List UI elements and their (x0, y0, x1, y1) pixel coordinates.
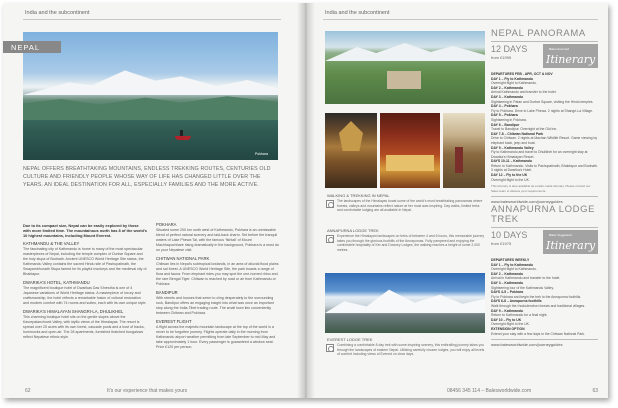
itinerary-day: DAYS 4-5 – Pokhara (491, 290, 524, 295)
hero-photo-pokhara (23, 32, 278, 160)
body-pokhara: Situated some 200 km north west of Kathmandu, Pokhara is an unmissable blend of perfect natural scenery and laid-back charm. Set before the tranquil waters of Lake Phewa Tal, with the famous 'fishtail' of Mount Machhapuchhare rising dramatically in the background, Pokhara is a must do on your Nepalese visit. (156, 228, 279, 252)
dining-table (386, 155, 434, 171)
badge-title: Itinerary (546, 53, 596, 66)
itinerary-day: DAY 9 – Kathmandu (491, 308, 524, 313)
badge-subtitle: Bales Escorted (549, 47, 570, 51)
itinerary-day: DAY 10 – Fly to UK (491, 317, 522, 322)
itinerary-day: DAY 12 – Fly to the UK (491, 173, 528, 178)
itinerary-day: DAY 3 – Kathmandu (491, 280, 524, 285)
package-itinerary (491, 258, 598, 336)
body-chitwan: Chitwan lies in Nepal's subtropical lowlands, in an area of alluvial flood plains and sal forest. A UNESCO World Heritage Site, the park boasts a range of flora and fauna. From elephant rides you may spot the one-horned rhino and the rare Bengal Tiger. Chitwan is reached by road or air from Kathmandu or Pokhara. (156, 262, 279, 286)
temple-roof (339, 121, 363, 151)
itinerary-day: DAY 1 – Fly to Kathmandu (491, 76, 534, 81)
body-bandipur: With streets and houses that seem to cling desperately to the surrounding rock, Bandipur offers an engaging insight into what was once an important stop along the India-Tibet trading route. The small town lies conveniently between Chitwan and Pokhara. (156, 296, 274, 315)
itinerary-text: Sightseeing tour of the Kathmandu Valley. (491, 285, 554, 290)
itinerary-badge (543, 44, 598, 68)
himalaya-mountains (23, 65, 278, 95)
caption-body-everest: Combining a comfortable 8 day trek with some inspiring scenery, this enthralling journey takes you through the landscapes of eastern Nepal. Utilising carefully chosen lodges, you will enjoy all levels of comfort including views of Everest on clear days. (337, 343, 485, 357)
itinerary-day: DAY 9 – Kathmandu Valley (491, 145, 534, 150)
photo-trekking-valley (325, 31, 485, 104)
itinerary-text: Overnight flight to the UK. (491, 177, 530, 182)
itinerary-text: Overnight flight to Kathmandu. (491, 267, 537, 272)
package-nepal-panorama (491, 29, 598, 204)
journey-guide-link[interactable]: www.balesworldwide.com/journeyguides (491, 196, 598, 204)
itinerary-text: Overnight flight to Kathmandu. (491, 81, 537, 86)
subhead-pokhara: POKHARA (156, 222, 177, 227)
footer-contact: 08456 345 114 – Balesworldwide.com (447, 388, 532, 394)
itinerary-text: Return to Kathmandu for a final night. (491, 313, 548, 318)
body-kathmandu: The fascinating city of Kathmandu is home to many of the most spectacular masterpieces of Nepal, including the temple complex of Durbar Square and the holy stupa of Bodnath. Ancient UNESCO World Heritage Site status, the Kathmandu Valley contains the sacred Hindu site of Pashupatinath, the Swayambhunath Stupa famed for its playful monkeys and the medieval city of Bhaktapur. (23, 247, 147, 276)
body-dhulikhel: This charming boutique hotel sits on the gentle slopes above the Kavrepalanchowk Valley, with idyllic views of the Himalayas. The resort is spread over 25 acres with its own forest, cascade pools and a host of tracks, hummocks and open-air. The 28 apartments, furnished thatched bungalows reflect Nepalese ethnic style. (23, 315, 145, 339)
photo-caption: Pokhara (254, 152, 268, 156)
body-dwarikas: The magnificent boutique hotel of Dwarikas Das Shrestha is one of 4 Japanese variations of World Heritage status. A masterpiece of luxury and craftsmanship, the hotel reflects a remarkable fusion of cultural restoration and modern comfort with 74 rooms and suites, each with its own unique style. (23, 286, 147, 305)
snowy-peaks (325, 41, 485, 61)
itinerary-day: DAY 1 – Fly to Kathmandu (491, 262, 534, 267)
package-price: from £1975 (491, 241, 512, 246)
itinerary-text: Drive to Chitwan. 2 nights at Machan Wildlife Resort. Game viewing by elephant back, jeep and boat. (491, 136, 598, 145)
page-number-left: 62 (25, 388, 31, 394)
right-page (306, 3, 608, 398)
package-summary (491, 230, 598, 256)
caption-title-everest: EVEREST LODGE TREK (327, 337, 373, 342)
photo-trekkers (443, 113, 485, 188)
itinerary-text: Return to Kathmandu. Visits to Pashupatinath, Bhaktapur and Bodnath. 3 nights at Dwarika's Hotel. (491, 163, 599, 173)
package-price: from £1995 (491, 55, 512, 60)
package-title-divider (491, 227, 598, 228)
itinerary-day: DAY 2 – Kathmandu (491, 85, 524, 90)
village-buildings (387, 71, 421, 89)
badge-subtitle: Bales Suggestion (549, 233, 573, 237)
trek-icon (326, 235, 334, 243)
page-number-right: 63 (592, 388, 598, 394)
package-itinerary (491, 72, 598, 193)
page-header: India and the subcontinent (325, 10, 390, 16)
boat (175, 136, 191, 140)
lead-paragraph: Due to its compact size, Nepal can be easily explored by those with more limited time. The mountainous north has 8 of the world's 10 highest mountains, including Mount Everest. (23, 223, 147, 238)
caption-body-annapurna: Experience the Himalayan landscapes on treks of between 4 and 6 hours, this memorable journey takes you through the glorious foothills of the Annapurnas. Fully pampered and enjoying the comfortable hospitality of Ker and Downey Lodges, the walking reaches a height of some 2,000 metres. (337, 234, 485, 252)
left-page (3, 3, 305, 398)
subhead-dwarikas: DWARIKA'S HOTEL, KATHMANDU (23, 280, 90, 285)
page-gutter-shadow (297, 3, 315, 398)
package-title: ANNAPURNA LODGE TREK (491, 204, 596, 225)
photo-lodge-interior (380, 113, 440, 188)
journey-guide-link[interactable]: www.balesworldwide.com/journeyguides (491, 339, 598, 347)
text-column-2 (156, 222, 280, 350)
header-divider (323, 19, 598, 20)
everest-icon (326, 344, 334, 352)
intro-text: NEPAL OFFERS BREATHTAKING MOUNTAINS, ENDLESS TREKKING ROUTES, CENTURIES OLD CULTURE AND FRIENDLY PEOPLE WHOSE WAY OF LIFE HAS CHANGED LITTLE OVER THE YEARS. AN IDEAL DESTINATION FOR ALL, ESPECIALLY FAMILIES AND THE MORE ACTIVE. (23, 166, 271, 188)
itinerary-text: Arrival in Kathmandu and transfer to the hotel. (491, 276, 561, 281)
itinerary-day: DAY 5 – Pokhara (491, 113, 518, 118)
walking-icon (326, 200, 334, 208)
photo-everest (325, 273, 485, 333)
subhead-everest-flight: EVEREST FLIGHT (156, 319, 192, 324)
package-days: 12 DAYS (491, 44, 528, 54)
badge-title: Itinerary (546, 239, 596, 252)
subhead-kathmandu: KATHMANDU & THE VALLEY (23, 241, 80, 246)
body-everest-flight: A flight across the majestic mountain landscape at the top of the world is a never to be forgotten journey. Flights operate daily in the morning from Kathmandu airport weather permitting from late September to mid May and take approximately 1 hour. Every passenger is guaranteed a window seat. Price £120 per person. (156, 325, 276, 349)
section-tab-nepal: NEPAL (3, 41, 61, 53)
subhead-chitwan: CHITWAN NATIONAL PARK (156, 256, 210, 261)
itinerary-text: Walk through the rhododendron forests and traditional villages. (491, 303, 586, 308)
boatman (180, 130, 183, 136)
itinerary-text: Fly to Kathmandu and travel to Dhulikhel for an overnight stay at Dwarika's Himalayan Resort. (491, 150, 588, 159)
text-column-1 (23, 222, 147, 340)
departures: DEPARTURES WEEKLY (491, 258, 530, 262)
itinerary-text: Travel to Bandipur. Overnight at the Old Inn. (491, 127, 558, 132)
header-divider (23, 19, 281, 20)
package-days: 10 DAYS (491, 230, 528, 240)
package-note: This itinerary is also available as a tailor-made itinerary. Please contact our Sales team to discuss your requirements. (491, 184, 591, 193)
itinerary-text: Sightseeing in Patan and Durbar Square, visiting the Hindu temples. (491, 99, 594, 104)
caption-body-walking: The landscapes of the Himalayas boast some of the world's most breathtaking panoramas where forests, valleys and mountains reflect nature at her most awe-inspiring. Day walks, limited treks and comfortable lodging are all available in Nepal. (337, 199, 483, 213)
subhead-bandipur: BANDIPUR (156, 290, 178, 295)
itinerary-day: DAY 6 – Bandipur (491, 122, 520, 127)
itinerary-day: DAY 3 – Kathmandu (491, 94, 524, 99)
brochure-spread (3, 3, 608, 398)
caption-title-walking: WALKING & TREKKING IN NEPAL (327, 193, 390, 198)
package-title-divider (491, 41, 598, 42)
itinerary-day: DAY 7-8 – Chitwan National Park (491, 131, 544, 136)
itinerary-text: Sightseeing in Pokhara. (491, 117, 527, 122)
footer-tagline: It's our experience that makes yours (107, 388, 188, 394)
itinerary-day: DAY 4 – Pokhara (491, 104, 518, 109)
itinerary-day: DAYS 6-8 – Annapurna foothills (491, 299, 542, 304)
departures: DEPARTURES FEB - APR, OCT & NOV (491, 72, 553, 76)
package-title: NEPAL PANORAMA (491, 28, 586, 39)
itinerary-text: Overnight flight to the UK. (491, 322, 530, 327)
forest-ridge (23, 92, 278, 120)
photo-temple (325, 113, 377, 188)
trekker-figure (455, 147, 463, 173)
itinerary-text: Arrival Kathmandu and transfer to the hotel. (491, 90, 557, 95)
itinerary-day: DAYS 10-11 – Kathmandu (491, 159, 532, 164)
subhead-dhulikhel: DWARIKA'S HIMALAYAN SHANGRI-LA, DHULIKHEL (23, 309, 124, 314)
itinerary-text: Extend your stay with a few days in the Chitwan National Park. (491, 331, 586, 336)
caption-title-annapurna: ANNAPURNA LODGE TREK (327, 228, 379, 233)
everest-peaks (325, 287, 485, 313)
page-header: India and the subcontinent (25, 10, 90, 16)
itinerary-day: DAY 2 – Kathmandu (491, 271, 524, 276)
package-annapurna-lodge-trek (491, 205, 598, 347)
package-summary (491, 44, 598, 70)
itinerary-day: EXTENSION OPTION (491, 326, 525, 331)
itinerary-text: Fly to Pokhara. Drive to Lake Phewa. 2 nights at Shangri-La Village. (491, 108, 594, 113)
itinerary-text: Fly to Pokhara and begin the trek to the Annapurna foothills. (491, 294, 582, 299)
itinerary-badge (543, 230, 598, 254)
